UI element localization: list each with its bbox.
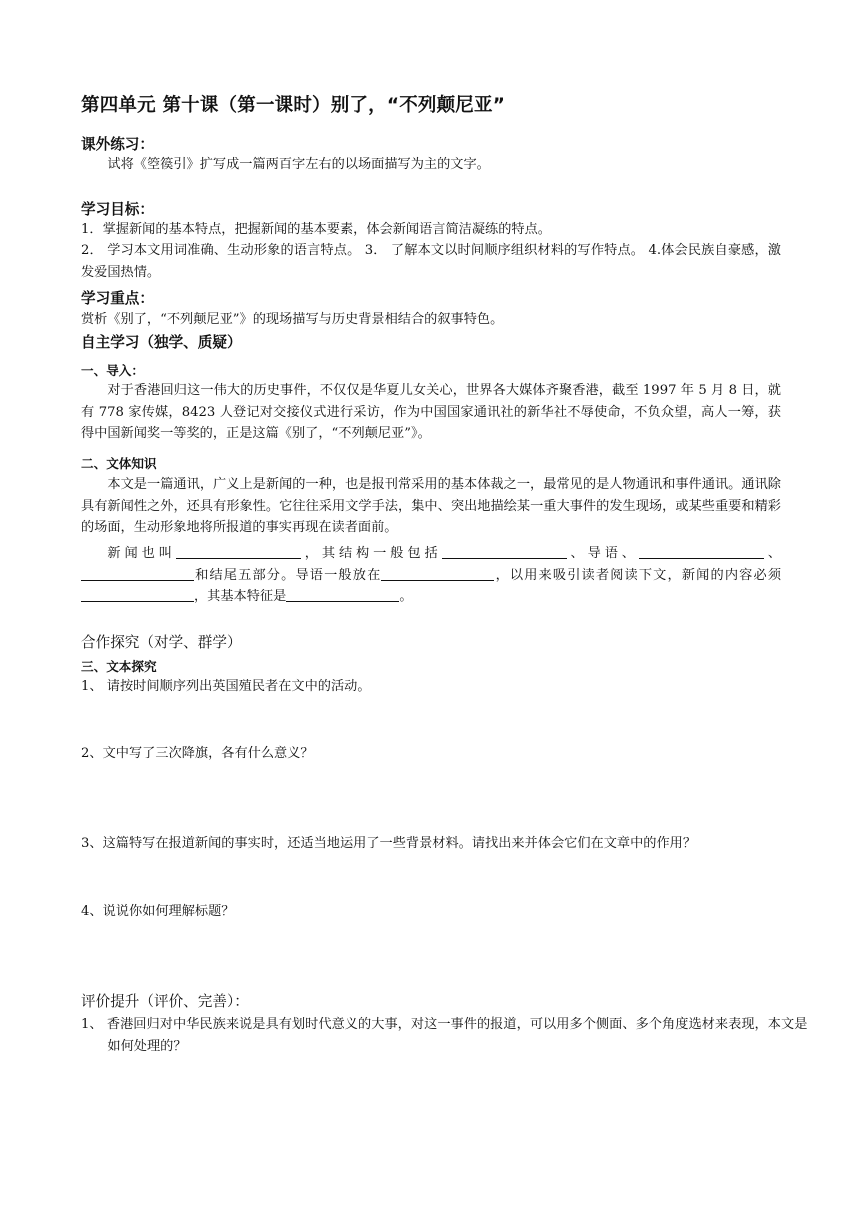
objectives-heading: 学习目标： — [81, 201, 154, 218]
answer-blank[interactable] — [639, 544, 764, 559]
text-inquiry-heading: 三、文本探究 — [81, 659, 157, 674]
fill-text: 和结尾五部分。导语一般放在 — [194, 567, 382, 583]
question-4: 4、说说你如何理解标题？ — [81, 904, 235, 919]
answer-blank[interactable] — [442, 544, 567, 559]
fill-text: 新闻也叫 — [107, 546, 176, 561]
fill-text: ，以用来吸引读者阅读下文，新闻的内容必须 — [494, 567, 782, 583]
key-points-text: 赏析《别了，“不列颠尼亚”》的现场描写与历史背景相结合的叙事特色。 — [81, 312, 504, 327]
intro-text: 对于香港回归这一伟大的历史事件，不仅仅是华夏儿女关心，世界各大媒体齐聚香港，截至 1997 年 5 月 8 日，就有 778 家传媒，8423 人登记对交接仪式进行采访，作为中国国家通讯社的新华社不辱使命，不负众望，高人一筹，获得中国新闻奖一等奖的，正是这篇《别了，“不列颠尼亚”》。 — [81, 383, 781, 441]
fill-text: 、 — [763, 546, 782, 561]
intro-heading: 一、导入： — [81, 363, 144, 378]
evaluation-question: 1、 香港回归对中华民族来说是具有划时代意义的大事，对这一事件的报道，可以用多个侧面、多个角度选材来表现，本文是如何处理的？ — [81, 1017, 808, 1054]
fill-text: 。 — [399, 589, 413, 604]
fill-in-blanks-paragraph — [81, 543, 781, 608]
evaluation-heading: 评价提升（评价、完善）： — [81, 993, 249, 1010]
genre-heading: 二、文体知识 — [81, 456, 157, 471]
question-2: 2、文中写了三次降旗，各有什么意义？ — [81, 746, 314, 761]
key-points-heading: 学习重点： — [81, 290, 154, 307]
question-1: 1、 请按时间顺序列出英国殖民者在文中的活动。 — [81, 679, 371, 694]
self-study-heading: 自主学习（独学、质疑） — [81, 334, 242, 351]
answer-blank[interactable] — [81, 587, 194, 602]
extracurricular-heading: 课外练习： — [81, 136, 154, 153]
fill-text: ，其基本特征是 — [194, 589, 287, 604]
objective-line-2: 2． 学习本文用词准确、生动形象的语言特点。 3． 了解本文以时间顺序组织材料的写作特点。 4.体会民族自豪感，激发爱国热情。 — [81, 243, 781, 280]
fill-text: ，其结构一般包括 — [300, 546, 442, 561]
answer-blank[interactable] — [81, 566, 194, 581]
cooperative-heading: 合作探究（对学、群学） — [81, 634, 242, 651]
answer-blank[interactable] — [176, 544, 301, 559]
extracurricular-text: 试将《箜篌引》扩写成一篇两百字左右的以场面描写为主的文字。 — [107, 157, 490, 172]
page-title: 第四单元 第十课（第一课时）别了，“不列颠尼亚” — [81, 95, 506, 116]
genre-text: 本文是一篇通讯，广义上是新闻的一种，也是报刊常采用的基本体裁之一，最常见的是人物通讯和事件通讯。通讯除具有新闻性之外，还具有形象性。它往往采用文学手法，集中、突出地描绘某一重大事件的发生现场，或某些重要和精彩的场面，生动形象地将所报道的事实再现在读者面前。 — [81, 477, 781, 535]
answer-blank[interactable] — [381, 566, 494, 581]
fill-text: 、导语、 — [566, 546, 639, 561]
question-3: 3、这篇特写在报道新闻的事实时，还适当地运用了一些背景材料。请找出来并体会它们在文章中的作用？ — [81, 836, 697, 851]
answer-blank[interactable] — [286, 587, 399, 602]
objective-line-1: 1．掌握新闻的基本特点，把握新闻的基本要素，体会新闻语言简洁凝练的特点。 — [81, 222, 551, 237]
